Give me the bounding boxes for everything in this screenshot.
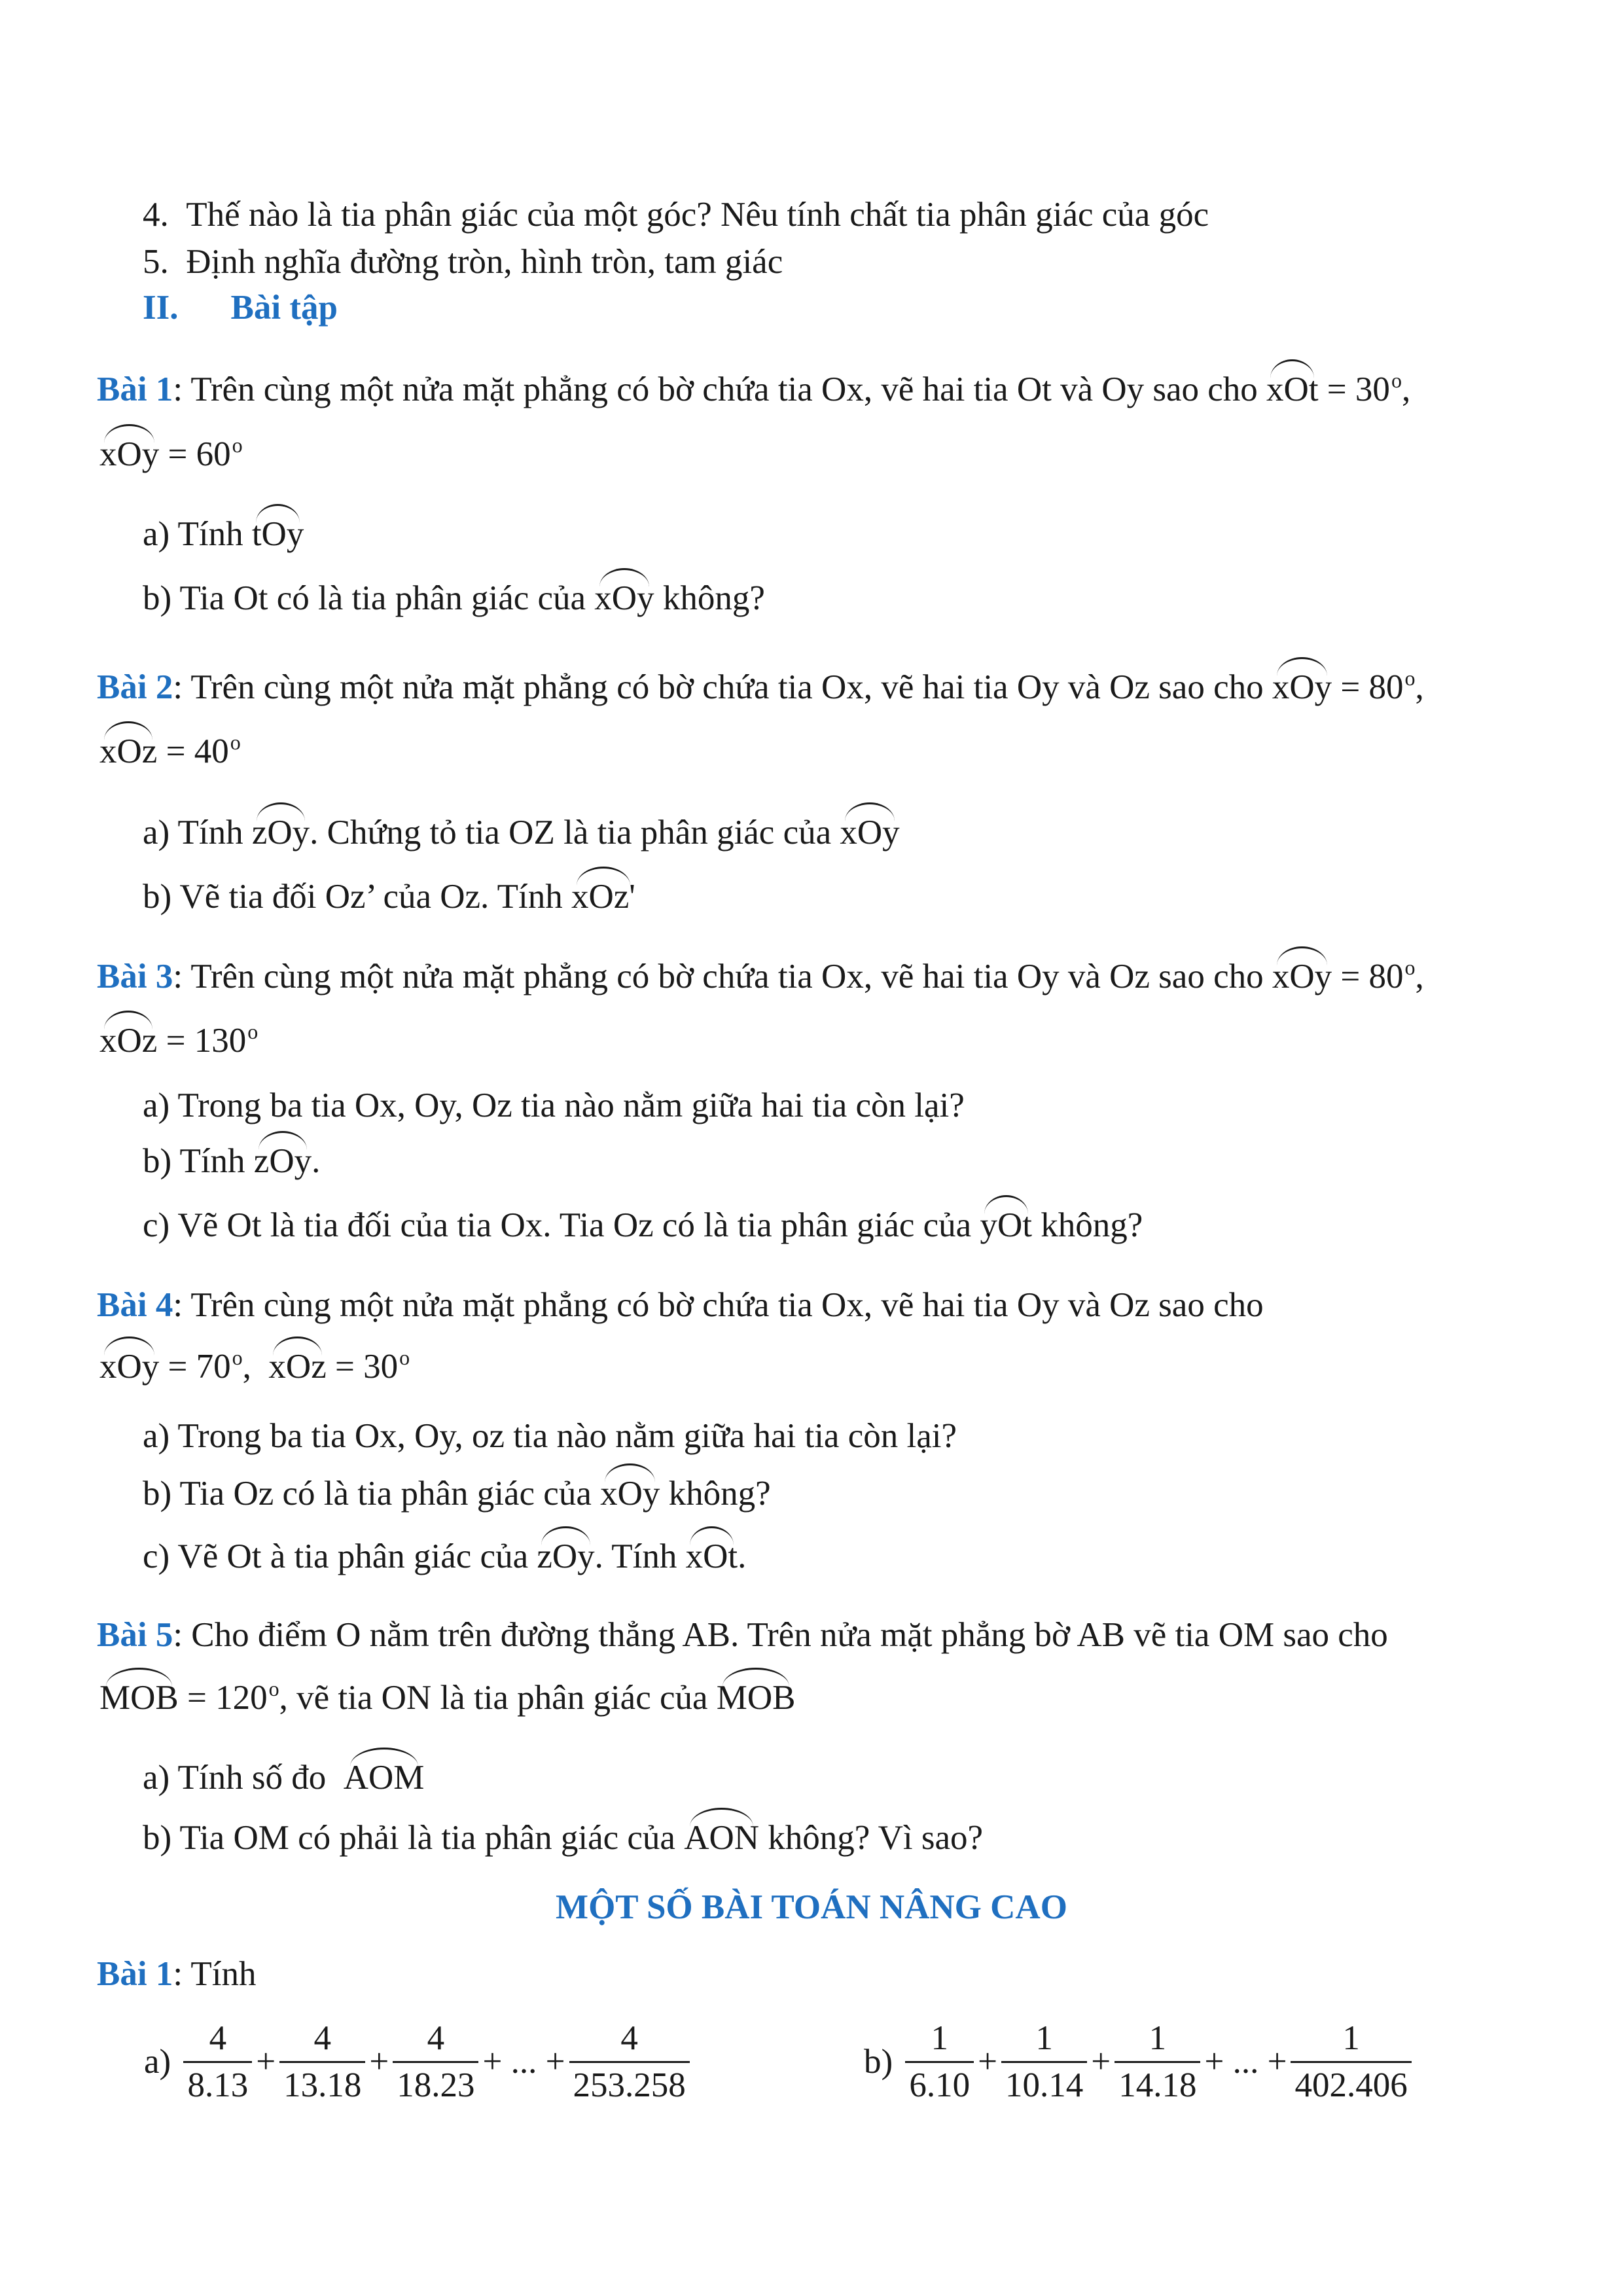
exercise-4-part-b — [143, 1477, 771, 1511]
angle-zoy: zOy — [254, 1131, 312, 1179]
degree-symbol: o — [230, 730, 241, 754]
exercise-4-statement-cont — [99, 1347, 410, 1384]
angle-mob-value: = 120 — [178, 1679, 268, 1717]
part-b-suffix: không? Vì sao? — [768, 1819, 984, 1857]
angle-xot: xOt — [686, 1526, 738, 1574]
part-a-middle: . Chứng tỏ tia OZ là tia phân giác của — [310, 814, 832, 852]
angle-aon: AON — [684, 1808, 759, 1856]
part-b-label: b) — [864, 2043, 893, 2081]
angle-xoy: xOy — [1272, 946, 1332, 994]
numerator: 1 — [1149, 2019, 1167, 2057]
comma: , — [1415, 668, 1424, 706]
exercise-5-statement — [97, 1618, 1388, 1653]
exercise-4-label: Bài 4 — [97, 1286, 173, 1324]
angle-xot-value: = 30 — [1318, 370, 1390, 408]
exercise-3-statement-cont — [99, 1021, 258, 1058]
numerator: 1 — [1035, 2019, 1053, 2057]
numerator: 1 — [1342, 2019, 1360, 2057]
angle-mob: MOB — [717, 1668, 796, 1715]
exercise-4-statement — [97, 1288, 1264, 1323]
part-b-text: b) Tia OM có phải là tia phân giác của — [143, 1819, 675, 1857]
exercise-5-statement-cont — [99, 1678, 796, 1715]
fraction — [905, 2021, 974, 2103]
denominator: 18.23 — [393, 2061, 478, 2103]
denominator: 402.406 — [1291, 2061, 1411, 2103]
exercise-5-label: Bài 5 — [97, 1616, 173, 1654]
exercise-2-statement — [97, 668, 1424, 705]
angle-toy: tOy — [252, 504, 304, 552]
exercise-1-statement-cont — [99, 435, 243, 472]
denominator: 8.13 — [183, 2061, 252, 2103]
exercise-3-label: Bài 3 — [97, 958, 173, 996]
degree-symbol: o — [1404, 666, 1416, 690]
part-c-middle: . Tính — [594, 1537, 677, 1575]
numerator: 4 — [313, 2019, 331, 2057]
exercise-1-text: : Trên cùng một nửa mặt phẳng có bờ chứa tia Ox, vẽ hai tia Ot và Oy sao cho — [173, 370, 1258, 408]
question-4-number: 4. — [143, 196, 187, 234]
plus-sign: + — [978, 2043, 998, 2081]
angle-xoy-value: = 70 — [159, 1348, 231, 1386]
fraction — [279, 2021, 365, 2103]
exercise-5-part-a — [143, 1761, 424, 1795]
plus-sign: + — [1091, 2043, 1111, 2081]
exercise-3-part-c — [143, 1208, 1143, 1243]
ellipsis-sum: + ... + — [1204, 2043, 1287, 2081]
angle-xoz: xOz — [99, 1011, 157, 1058]
part-b-text: b) Vẽ tia đối Oz’ của Oz. Tính — [143, 878, 563, 916]
theory-question-5 — [143, 245, 783, 279]
angle-xoz-value: = 30 — [326, 1348, 399, 1386]
exercise-5-text: : Cho điểm O nằm trên đường thẳng AB. Trên nửa mặt phẳng bờ AB vẽ tia OM sao cho — [173, 1616, 1388, 1654]
part-a-text: a) Trong ba tia Ox, Oy, Oz tia nào nằm giữa hai tia còn lại? — [143, 1086, 965, 1124]
degree-symbol: o — [247, 1020, 259, 1043]
angle-xoy: xOy — [1272, 657, 1332, 705]
angle-xoy: xOy — [99, 1336, 159, 1384]
exercise-4-text: : Trên cùng một nửa mặt phẳng có bờ chứa tia Ox, vẽ hai tia Oy và Oz sao cho — [173, 1286, 1264, 1324]
angle-xoy-value: = 60 — [159, 435, 231, 473]
numerator: 4 — [620, 2019, 638, 2057]
angle-xoy-value: = 80 — [1332, 668, 1404, 706]
exercise-4-part-a — [143, 1419, 957, 1454]
question-5-text: Định nghĩa đường tròn, hình tròn, tam giác — [186, 243, 783, 281]
angle-xoy-value: = 80 — [1332, 958, 1404, 996]
advanced-part-b — [863, 2021, 1414, 2103]
fraction — [183, 2021, 252, 2103]
exercise-1-part-a — [143, 517, 304, 552]
exercise-1-label: Bài 1 — [97, 370, 173, 408]
advanced-exercise-1-statement — [97, 1957, 256, 1992]
angle-zoy: zOy — [537, 1526, 594, 1574]
part-a-text: a) Tính số đo — [143, 1759, 327, 1797]
exercise-2-text: : Trên cùng một nửa mặt phẳng có bờ chứa tia Ox, vẽ hai tia Oy và Oz sao cho — [173, 668, 1264, 706]
question-5-number: 5. — [143, 243, 187, 281]
fraction — [569, 2021, 690, 2103]
exercise-2-statement-cont — [99, 732, 241, 769]
section-number: II. — [143, 289, 179, 327]
degree-symbol: o — [232, 433, 243, 457]
period: . — [738, 1537, 747, 1575]
fraction — [1115, 2021, 1200, 2103]
angle-xoy: xOy — [840, 802, 899, 850]
section-heading-exercises — [143, 291, 338, 325]
angle-xoz-prime: xOz' — [571, 867, 635, 914]
numerator: 4 — [209, 2019, 227, 2057]
angle-xoz: xOz — [268, 1336, 326, 1384]
numerator: 1 — [931, 2019, 949, 2057]
plus-sign: + — [256, 2043, 276, 2081]
denominator: 13.18 — [279, 2061, 365, 2103]
exercise-5-part-b — [143, 1821, 983, 1856]
angle-xoz-value: = 130 — [157, 1022, 247, 1060]
fraction — [393, 2021, 478, 2103]
advanced-part-a — [143, 2021, 692, 2103]
exercise-3-text: : Trên cùng một nửa mặt phẳng có bờ chứa tia Ox, vẽ hai tia Oy và Oz sao cho — [173, 958, 1264, 996]
angle-yot: yOt — [980, 1195, 1032, 1243]
angle-aom: AOM — [344, 1748, 425, 1795]
exercise-1-part-b — [143, 581, 765, 616]
denominator: 253.258 — [569, 2061, 690, 2103]
theory-question-4 — [143, 198, 1209, 232]
exercise-3-part-b — [143, 1144, 320, 1179]
comma: , — [1401, 370, 1411, 408]
comma: , — [242, 1348, 251, 1386]
part-a-text: a) Tính — [143, 515, 243, 553]
advanced-exercise-1-label: Bài 1 — [97, 1955, 173, 1993]
part-b-text: b) Tính — [143, 1142, 245, 1180]
question-4-text: Thế nào là tia phân giác của một góc? Nêu tính chất tia phân giác của góc — [186, 196, 1209, 234]
plus-sign: + — [369, 2043, 389, 2081]
part-a-label: a) — [144, 2043, 171, 2081]
angle-xoy: xOy — [600, 1463, 660, 1511]
exercise-2-part-b — [143, 880, 635, 914]
denominator: 6.10 — [905, 2061, 974, 2103]
part-c-text: c) Vẽ Ot là tia đối của tia Ox. Tia Oz có là tia phân giác của — [143, 1206, 972, 1244]
advanced-exercise-1-text: : Tính — [173, 1955, 257, 1993]
exercise-3-statement — [97, 957, 1424, 994]
denominator: 10.14 — [1001, 2061, 1087, 2103]
section-title: Bài tập — [230, 289, 338, 327]
numerator: 4 — [427, 2019, 445, 2057]
part-b-suffix: không? — [668, 1475, 771, 1513]
exercise-2-part-a — [143, 816, 900, 850]
degree-symbol: o — [1391, 368, 1402, 392]
part-c-suffix: không? — [1041, 1206, 1143, 1244]
part-b-text: b) Tia Ot có là tia phân giác của — [143, 579, 586, 617]
degree-symbol: o — [399, 1346, 410, 1369]
fraction — [1291, 2021, 1411, 2103]
part-a-text: a) Tính — [143, 814, 243, 852]
angle-xoy: xOy — [594, 568, 654, 616]
angle-xoy: xOy — [99, 424, 159, 472]
denominator: 14.18 — [1115, 2061, 1200, 2103]
exercise-2-label: Bài 2 — [97, 668, 173, 706]
angle-zoy: zOy — [252, 802, 310, 850]
part-b-text: b) Tia Oz có là tia phân giác của — [143, 1475, 592, 1513]
part-c-text: c) Vẽ Ot à tia phân giác của — [143, 1537, 529, 1575]
fraction — [1001, 2021, 1087, 2103]
angle-xoz-value: = 40 — [157, 732, 229, 770]
exercise-1-statement — [97, 370, 1410, 407]
exercise-5-middle: , vẽ tia ON là tia phân giác của — [279, 1679, 708, 1717]
part-a-text: a) Trong ba tia Ox, Oy, oz tia nào nằm giữa hai tia còn lại? — [143, 1417, 957, 1455]
degree-symbol: o — [268, 1677, 279, 1700]
exercise-3-part-a — [143, 1088, 965, 1123]
ellipsis-sum: + ... + — [482, 2043, 565, 2081]
period: . — [312, 1142, 321, 1180]
degree-symbol: o — [232, 1346, 243, 1369]
degree-symbol: o — [1404, 956, 1416, 979]
angle-xot: xOt — [1266, 359, 1319, 407]
angle-xoz: xOz — [99, 721, 157, 769]
comma: , — [1415, 958, 1424, 996]
advanced-heading: MỘT SỐ BÀI TOÁN NÂNG CAO — [556, 1888, 1067, 1926]
part-b-suffix: không? — [662, 579, 765, 617]
angle-mob: MOB — [99, 1668, 179, 1715]
exercise-4-part-c — [143, 1539, 746, 1574]
